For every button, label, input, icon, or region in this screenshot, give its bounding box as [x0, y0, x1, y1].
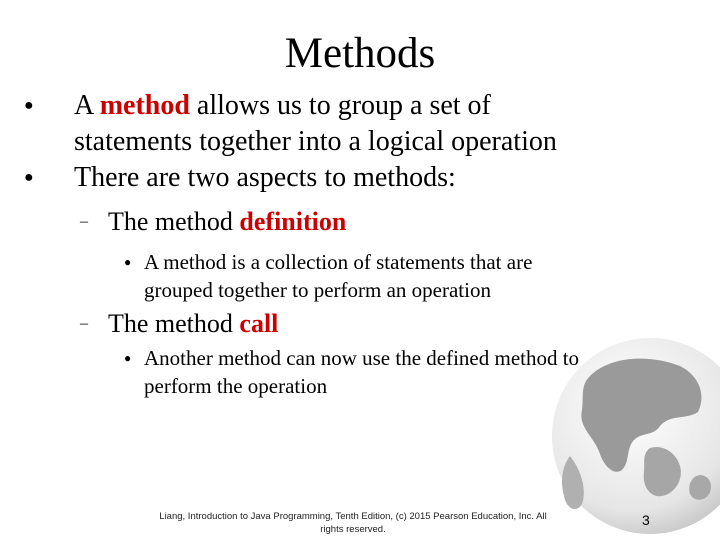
bullet-text: There are two aspects to methods: — [74, 162, 456, 193]
bullet-marker: ● — [24, 97, 34, 114]
bullet-1-line-2: statements together into a logical operation — [74, 126, 557, 157]
keyword-method: method — [99, 90, 190, 121]
keyword-definition: definition — [239, 207, 347, 236]
aspect-definition — [80, 206, 347, 238]
detail-line: A method is a collection of statements that are — [144, 250, 533, 274]
detail-line: Another method can now use the defined method to — [144, 346, 580, 370]
keyword-call: call — [239, 309, 279, 338]
bullet-marker: ● — [24, 169, 34, 186]
dash-marker: – — [80, 213, 88, 230]
footer-line: rights reserved. — [320, 524, 386, 535]
bullet-1 — [24, 88, 491, 123]
aspect-text: The method — [108, 309, 240, 338]
sub-bullet-marker: ● — [124, 255, 132, 269]
definition-detail — [124, 248, 654, 304]
footer-copyright — [138, 510, 568, 536]
dash-marker: – — [80, 315, 88, 332]
bullet-2 — [24, 160, 456, 195]
page-number: 3 — [642, 512, 650, 528]
sub-bullet-marker: ● — [124, 351, 132, 365]
slide-title: Methods — [284, 30, 436, 77]
aspect-call — [80, 308, 279, 340]
detail-line: perform the operation — [144, 374, 328, 398]
bullet-text: allows us to group a set of — [189, 90, 491, 121]
bullet-text: A — [74, 90, 100, 121]
aspect-text: The method — [108, 207, 240, 236]
footer-line: Liang, Introduction to Java Programming, Tenth Edition, (c) 2015 Pearson Education, Inc. All — [159, 511, 547, 522]
detail-line: grouped together to perform an operation — [144, 278, 491, 302]
